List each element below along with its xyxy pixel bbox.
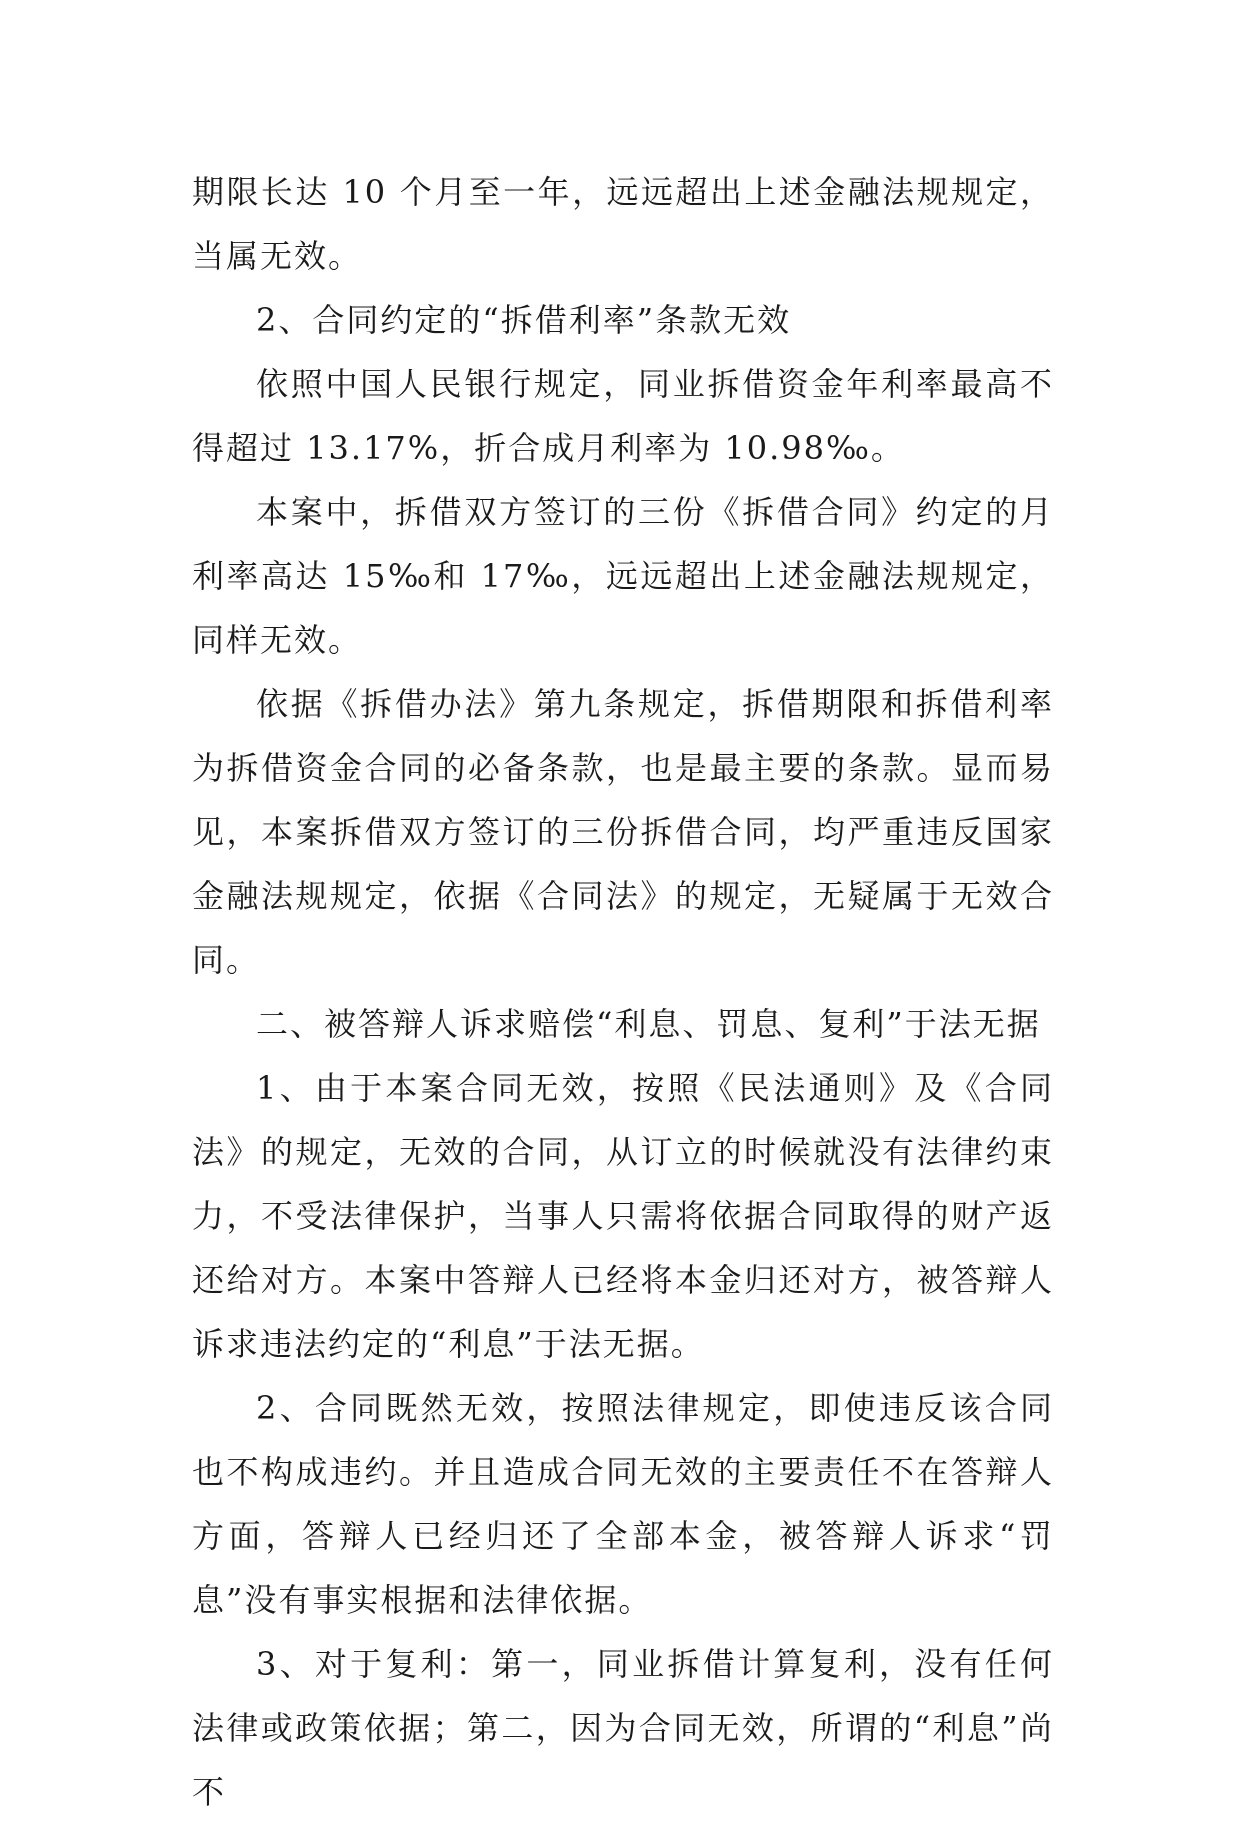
document-body <box>192 160 1054 1824</box>
paragraph-case-rate: 本案中，拆借双方签订的三份《拆借合同》约定的月利率高达 15‰和 17‰，远远超出上述金融法规规定，同样无效。 <box>192 493 1054 659</box>
paragraph-pboc-rule: 依照中国人民银行规定，同业拆借资金年利率最高不得超过 13.17%，折合成月利率为 10.98‰。 <box>192 365 1054 467</box>
paragraph-penalty-interest: 2、合同既然无效，按照法律规定，即使违反该合同也不构成违约。并且造成合同无效的主要责任不在答辩人方面，答辩人已经归还了全部本金，被答辩人诉求“罚息”没有事实根据和法律依据。 <box>192 1389 1054 1619</box>
paragraph-heading-claims: 二、被答辩人诉求赔偿“利息、罚息、复利”于法无据 <box>256 1005 1041 1043</box>
paragraph-continuation: 期限长达 10 个月至一年，远远超出上述金融法规规定，当属无效。 <box>192 173 1054 275</box>
paragraph-heading-interest-rate: 2、合同约定的“拆借利率”条款无效 <box>256 301 792 339</box>
paragraph-compound-interest: 3、对于复利：第一，同业拆借计算复利，没有任何法律或政策依据；第二，因为合同无效，所谓的“利息”尚不 <box>192 1645 1054 1811</box>
paragraph-article-nine: 依据《拆借办法》第九条规定，拆借期限和拆借利率为拆借资金合同的必备条款，也是最主要的条款。显而易见，本案拆借双方签订的三份拆借合同，均严重违反国家金融法规规定，依据《合同法》的规定，无疑属于无效合同。 <box>192 685 1054 979</box>
paragraph-interest: 1、由于本案合同无效，按照《民法通则》及《合同法》的规定，无效的合同，从订立的时候就没有法律约束力，不受法律保护，当事人只需将依据合同取得的财产返还给对方。本案中答辩人已经将本金归还对方，被答辩人诉求违法约定的“利息”于法无据。 <box>192 1069 1054 1363</box>
